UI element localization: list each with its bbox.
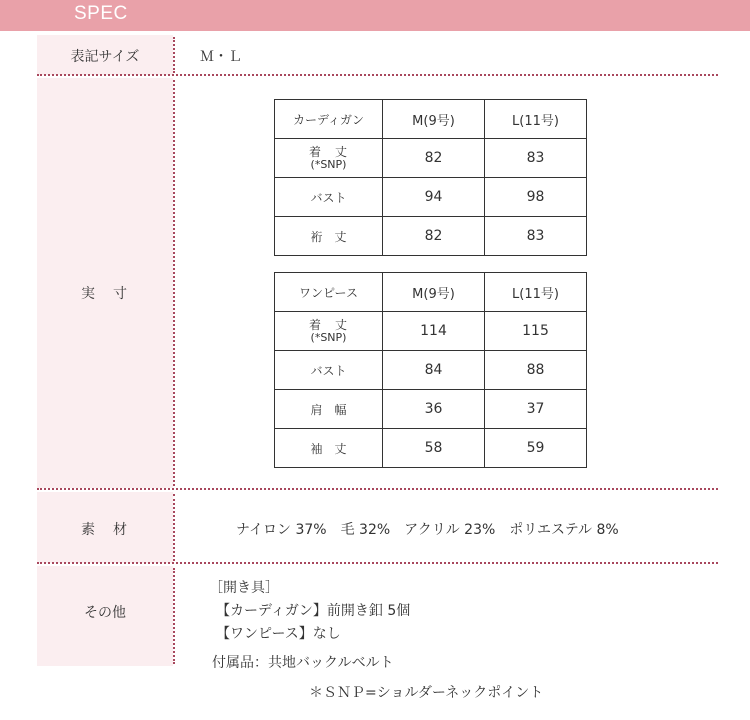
spec-header bbox=[0, 0, 750, 31]
row-separator bbox=[37, 74, 718, 76]
onepiece-header: ワンピース bbox=[275, 273, 383, 312]
cell-m: 36 bbox=[383, 390, 485, 429]
size-value: Ｍ・Ｌ bbox=[200, 49, 242, 65]
fastening-onepiece: 【ワンピース】なし bbox=[216, 626, 341, 642]
row-label-note: (*SNP) bbox=[310, 330, 347, 344]
cell-l: 83 bbox=[485, 139, 587, 178]
table-row bbox=[275, 178, 587, 217]
table-header-row bbox=[275, 100, 587, 139]
fastening-cardigan: 【カーディガン】前開き釦 5個 bbox=[216, 603, 411, 619]
column-m-header: M(9号) bbox=[383, 273, 485, 312]
row-label-name: 着 丈 bbox=[308, 144, 348, 159]
cardigan-size-table bbox=[274, 99, 587, 256]
row-separator bbox=[37, 488, 718, 490]
table-header-row bbox=[275, 273, 587, 312]
table-row bbox=[275, 390, 587, 429]
table-row bbox=[275, 312, 587, 351]
cell-l: 115 bbox=[485, 312, 587, 351]
spec-title: SPEC bbox=[74, 3, 128, 24]
cell-m: 114 bbox=[383, 312, 485, 351]
cardigan-header: カーディガン bbox=[275, 100, 383, 139]
table-row bbox=[275, 217, 587, 256]
cell-m: 82 bbox=[383, 217, 485, 256]
table-row bbox=[275, 139, 587, 178]
column-l-header: L(11号) bbox=[485, 273, 587, 312]
material-value: ナイロン 37% 毛 32% アクリル 23% ポリエステル 8% bbox=[236, 522, 619, 538]
cell-l: 83 bbox=[485, 217, 587, 256]
material-label: 素 材 bbox=[81, 522, 129, 538]
row-label-note: (*SNP) bbox=[310, 157, 347, 171]
row-separator bbox=[37, 562, 718, 564]
row-label bbox=[275, 312, 383, 351]
row-label bbox=[275, 139, 383, 178]
cell-m: 94 bbox=[383, 178, 485, 217]
size-divider bbox=[173, 37, 175, 73]
onepiece-size-table bbox=[274, 272, 587, 468]
fastening-title: ［開き具］ bbox=[209, 580, 279, 596]
size-label: 表記サイズ bbox=[70, 49, 140, 65]
other-label: その他 bbox=[84, 605, 126, 621]
snp-note: ＊ＳＮＰ=ショルダーネックポイント bbox=[309, 685, 544, 701]
cell-m: 82 bbox=[383, 139, 485, 178]
material-divider bbox=[173, 494, 175, 561]
row-label-name: 着 丈 bbox=[308, 317, 348, 332]
measure-label: 実 寸 bbox=[81, 286, 129, 302]
row-label: バスト bbox=[275, 351, 383, 390]
column-l-header: L(11号) bbox=[485, 100, 587, 139]
column-m-header: M(9号) bbox=[383, 100, 485, 139]
table-row bbox=[275, 429, 587, 468]
cell-m: 58 bbox=[383, 429, 485, 468]
cell-l: 88 bbox=[485, 351, 587, 390]
cell-l: 98 bbox=[485, 178, 587, 217]
measure-divider bbox=[173, 80, 175, 486]
cell-m: 84 bbox=[383, 351, 485, 390]
accessory-text: 付属品：共地バックルベルト bbox=[212, 655, 394, 671]
cell-l: 59 bbox=[485, 429, 587, 468]
other-divider bbox=[173, 568, 175, 664]
row-label: 袖 丈 bbox=[275, 429, 383, 468]
row-label: 肩 幅 bbox=[275, 390, 383, 429]
row-label: バスト bbox=[275, 178, 383, 217]
row-label: 裄 丈 bbox=[275, 217, 383, 256]
cell-l: 37 bbox=[485, 390, 587, 429]
table-row bbox=[275, 351, 587, 390]
